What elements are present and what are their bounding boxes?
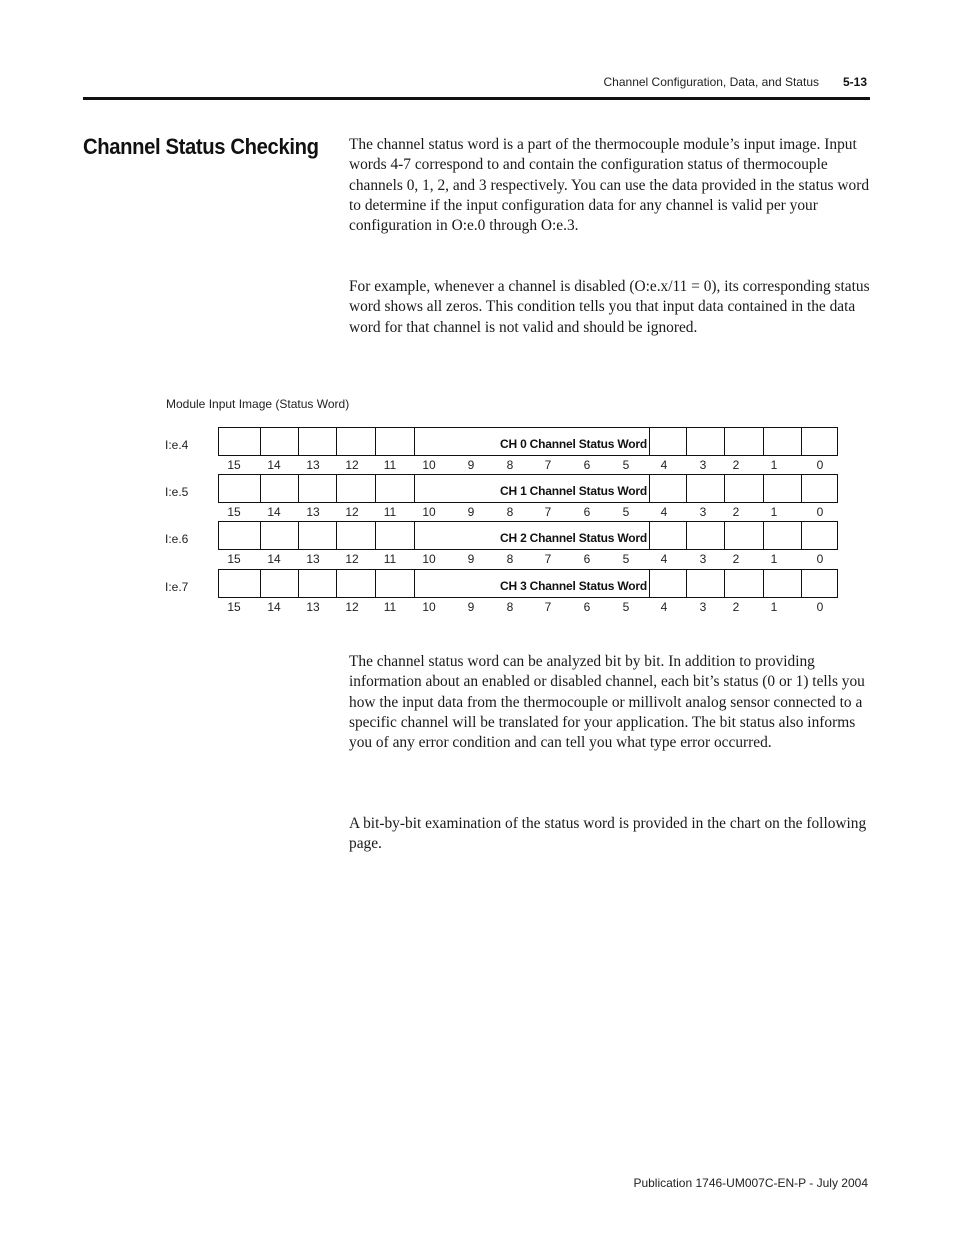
bit-number: 5 <box>622 458 630 472</box>
status-word-label: CH 1 Channel Status Word <box>500 484 647 498</box>
bit-divider <box>375 475 376 502</box>
bit-number: 8 <box>506 458 514 472</box>
bit-number: 0 <box>816 600 824 614</box>
bit-number: 10 <box>422 600 436 614</box>
status-word-box <box>218 474 838 503</box>
bit-divider <box>801 570 802 597</box>
bit-number: 4 <box>660 600 668 614</box>
paragraph-bit-analysis: The channel status word can be analyzed bit by bit. In addition to providing information about an enabled or disabled channel, each bit’s status (0 or 1) tells you how the input data from the thermocouple or millivolt analog sensor connected to a specific channel will be translated for your application. The bit status also informs you of any error condition and can tell you what type error occurred. <box>349 653 865 752</box>
bit-divider <box>260 428 261 455</box>
status-word-box <box>218 569 838 598</box>
register-label: I:e.5 <box>165 485 189 499</box>
bit-divider <box>686 428 687 455</box>
bit-number: 1 <box>770 552 778 566</box>
bit-number: 14 <box>267 600 281 614</box>
status-word-label: CH 2 Channel Status Word <box>500 531 647 545</box>
bit-divider <box>414 428 415 455</box>
bit-divider <box>336 475 337 502</box>
bit-number: 14 <box>267 505 281 519</box>
bit-divider <box>649 475 650 502</box>
bit-number: 3 <box>699 600 707 614</box>
bit-divider <box>801 475 802 502</box>
bit-number: 4 <box>660 458 668 472</box>
bit-number: 2 <box>732 600 740 614</box>
bit-divider <box>801 428 802 455</box>
bit-divider <box>375 522 376 549</box>
bit-divider <box>375 428 376 455</box>
paragraph-example: For example, whenever a channel is disabled (O:e.x/11 = 0), its corresponding status word shows all zeros. This condition tells you that input data contained in the data word for that channel is not valid and should be ignored. <box>349 278 870 336</box>
bit-number: 8 <box>506 505 514 519</box>
bit-number: 5 <box>622 600 630 614</box>
bit-number: 15 <box>227 458 241 472</box>
bit-number: 10 <box>422 505 436 519</box>
bit-divider <box>801 522 802 549</box>
bit-number: 15 <box>227 552 241 566</box>
register-label: I:e.7 <box>165 580 189 594</box>
bit-number: 7 <box>544 552 552 566</box>
register-label: I:e.6 <box>165 532 189 546</box>
bit-number: 13 <box>306 552 320 566</box>
bit-divider <box>649 570 650 597</box>
bit-divider <box>763 522 764 549</box>
status-word-label: CH 0 Channel Status Word <box>500 437 647 451</box>
bit-divider <box>414 522 415 549</box>
bit-divider <box>686 570 687 597</box>
bit-number: 2 <box>732 552 740 566</box>
status-word-label: CH 3 Channel Status Word <box>500 579 647 593</box>
status-word-box <box>218 427 838 456</box>
bit-number: 5 <box>622 505 630 519</box>
bit-number: 10 <box>422 458 436 472</box>
bit-number: 6 <box>583 600 591 614</box>
bit-number: 11 <box>383 505 397 519</box>
bit-number: 9 <box>467 600 475 614</box>
bit-number: 8 <box>506 552 514 566</box>
bit-divider <box>298 522 299 549</box>
bit-number: 12 <box>345 505 359 519</box>
status-word-box <box>218 521 838 550</box>
bit-number: 8 <box>506 600 514 614</box>
bit-number: 3 <box>699 552 707 566</box>
bit-number: 1 <box>770 505 778 519</box>
bit-number: 13 <box>306 600 320 614</box>
bit-number: 0 <box>816 552 824 566</box>
bit-number: 1 <box>770 600 778 614</box>
paragraph-intro: The channel status word is a part of the thermocouple module’s input image. Input words 4-7 correspond to and contain the configuration status of thermocouple channels 0, 1, 2, and 3 respectively. You can use the data provided in the status word to determine if the input configuration data for any channel is valid per your configuration in O:e.0 through O:e.3. <box>349 136 870 235</box>
bit-number: 13 <box>306 505 320 519</box>
bit-number: 4 <box>660 505 668 519</box>
bit-number: 7 <box>544 505 552 519</box>
bit-number: 13 <box>306 458 320 472</box>
bit-number: 7 <box>544 458 552 472</box>
bit-number: 15 <box>227 600 241 614</box>
bit-number: 0 <box>816 458 824 472</box>
bit-divider <box>260 570 261 597</box>
bit-number: 14 <box>267 552 281 566</box>
bit-number: 3 <box>699 458 707 472</box>
bit-number: 12 <box>345 600 359 614</box>
bit-divider <box>298 428 299 455</box>
bit-divider <box>298 475 299 502</box>
bit-divider <box>414 475 415 502</box>
bit-divider <box>724 475 725 502</box>
header-rule <box>83 97 870 100</box>
bit-number: 10 <box>422 552 436 566</box>
bit-divider <box>649 522 650 549</box>
bit-number: 11 <box>383 600 397 614</box>
page-number: 5-13 <box>842 75 867 89</box>
bit-divider <box>686 475 687 502</box>
bit-number: 2 <box>732 505 740 519</box>
bit-number: 3 <box>699 505 707 519</box>
bit-number: 14 <box>267 458 281 472</box>
bit-number: 12 <box>345 458 359 472</box>
bit-divider <box>336 522 337 549</box>
figure-caption: Module Input Image (Status Word) <box>166 397 350 411</box>
bit-number: 5 <box>622 552 630 566</box>
bit-divider <box>724 428 725 455</box>
bit-number: 12 <box>345 552 359 566</box>
register-label: I:e.4 <box>165 438 189 452</box>
bit-divider <box>763 475 764 502</box>
bit-divider <box>336 428 337 455</box>
running-header: Channel Configuration, Data, and Status <box>603 75 819 89</box>
bit-number: 6 <box>583 505 591 519</box>
publication-footer: Publication 1746-UM007C-EN-P - July 2004 <box>633 1176 868 1190</box>
bit-number: 9 <box>467 552 475 566</box>
bit-number: 2 <box>732 458 740 472</box>
bit-number: 1 <box>770 458 778 472</box>
bit-divider <box>260 475 261 502</box>
bit-divider <box>724 570 725 597</box>
bit-number: 9 <box>467 458 475 472</box>
bit-divider <box>763 428 764 455</box>
bit-number: 11 <box>383 458 397 472</box>
bit-number: 9 <box>467 505 475 519</box>
bit-number: 4 <box>660 552 668 566</box>
bit-divider <box>336 570 337 597</box>
bit-divider <box>724 522 725 549</box>
bit-divider <box>260 522 261 549</box>
bit-divider <box>298 570 299 597</box>
bit-number: 6 <box>583 552 591 566</box>
bit-number: 0 <box>816 505 824 519</box>
bit-divider <box>649 428 650 455</box>
bit-number: 6 <box>583 458 591 472</box>
bit-number: 7 <box>544 600 552 614</box>
bit-number: 15 <box>227 505 241 519</box>
section-title: Channel Status Checking <box>83 134 319 159</box>
bit-divider <box>414 570 415 597</box>
paragraph-reference: A bit-by-bit examination of the status word is provided in the chart on the following page. <box>349 815 867 853</box>
bit-number: 11 <box>383 552 397 566</box>
bit-divider <box>375 570 376 597</box>
bit-divider <box>686 522 687 549</box>
bit-divider <box>763 570 764 597</box>
